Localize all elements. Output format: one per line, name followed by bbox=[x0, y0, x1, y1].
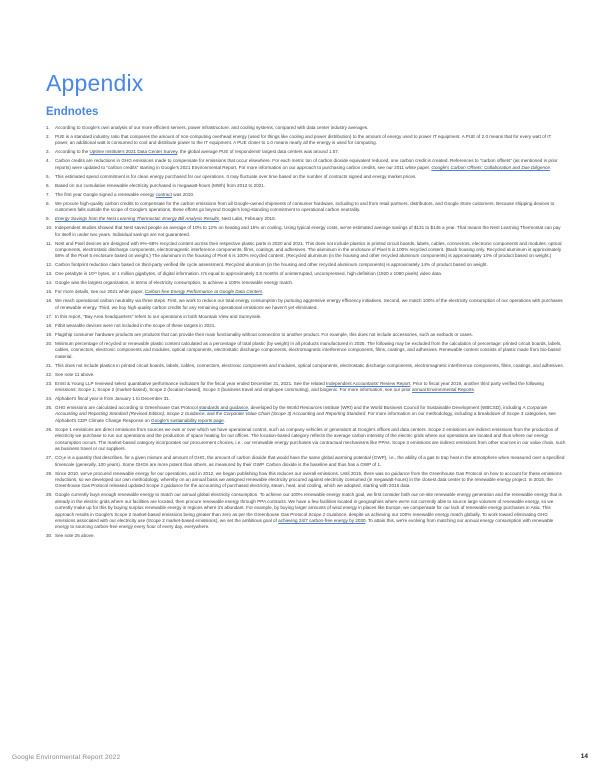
endnote-link[interactable]: Google's sustainability reports page bbox=[151, 417, 224, 423]
endnote-text bbox=[55, 381, 566, 394]
endnote-text bbox=[55, 396, 566, 402]
endnote-text bbox=[55, 158, 566, 171]
endnote-text bbox=[55, 332, 566, 338]
endnote-number: 6. bbox=[46, 182, 50, 188]
endnote-text-segment: Independent studies showed that Nest saved people an average of 10% to 12% on heating and 15% on cooling. Using typical energy costs, we've estimated average savings of $131 to $145 a year. That means the Nest Learning Thermostat can pay for itself in under two years. Individual savings are not guaranteed. bbox=[55, 225, 561, 237]
endnote-link[interactable]: annual Environmental Reports bbox=[411, 387, 474, 393]
endnote-text bbox=[55, 455, 566, 468]
endnote-text-segment: Minimum percentage of recycled or renewable plastic content calculated as a percentage of total plastic (by weight) in all products manufactured in 2025. The following may be excluded from the calculation of percentage: printed circuit boards, labels, cables, connectors, electronic components and modules, optical components, electrostatic discharge components, electromagnetic interference components, films, coatings, and adhesives. Renewable content consists of plastic made from bio-based material. bbox=[55, 340, 562, 359]
endnote-text bbox=[55, 533, 566, 539]
endnote-text-segment: . To attain this, we're evolving from matching our annual energy consumption with renewable energy to sourcing carbon-free energy every hour of every day, everywhere. bbox=[55, 517, 554, 530]
endnote-text-segment: . bbox=[223, 417, 225, 423]
endnote-item bbox=[46, 241, 566, 260]
endnote-number: 15. bbox=[46, 289, 53, 295]
endnote-number: 7. bbox=[46, 191, 50, 197]
endnote-text bbox=[55, 149, 566, 155]
endnote-number: 1. bbox=[46, 125, 50, 130]
endnote-item bbox=[46, 471, 566, 490]
endnote-text-segment: In this report, "Bay Area headquarters" refers to our operations in both Mountain View and Sunnyvale. bbox=[55, 313, 262, 319]
endnote-text bbox=[55, 363, 566, 369]
endnote-link[interactable]: Uptime Institute's 2021 Data Center Survey bbox=[89, 149, 178, 155]
endnote-number: 16. bbox=[46, 298, 53, 304]
endnote-text-segment: Ernst & Young LLP reviewed select quantitative performance indicators for the fiscal year ended December 31, 2021. See the related bbox=[55, 380, 327, 386]
endnote-item bbox=[46, 332, 566, 338]
endnote-number: 10. bbox=[46, 225, 53, 231]
endnote-text-segment: Since 2010, we've procured renewable energy for our operations, and in 2012, we began publishing how this reduces our overall emissions. Until 2015, there was no guidance from the Greenhouse Gas Protocol on how to account for these emissions reductions, so we developed our own methodology, whereby on an annual basis we assigned renewable electricity procured against electricity consumed (in megawatt-hours) in the closest data center to the renewable energy project. In 2015, the Greenhouse Gas Protocol released updated Scope 2 guidance for the accounting of purchased electricity, steam, heat, and cooling, which we adopted, starting with 2015 data. bbox=[55, 470, 562, 489]
endnote-number: 25. bbox=[46, 405, 53, 411]
endnote-item bbox=[46, 192, 566, 198]
endnote-text-segment: According to the bbox=[55, 149, 90, 155]
endnote-item bbox=[46, 134, 566, 147]
endnote-number: 28. bbox=[46, 470, 53, 476]
endnote-item bbox=[46, 289, 566, 295]
endnote-item bbox=[46, 201, 566, 214]
endnote-link[interactable]: Independent Accountants' Review Report bbox=[326, 380, 411, 386]
endnote-number: 27. bbox=[46, 455, 53, 461]
endnote-number: 11. bbox=[46, 240, 53, 246]
endnote-item bbox=[46, 280, 566, 286]
endnote-item bbox=[46, 533, 566, 539]
endnote-text-segment: GHG emissions are calculated according to Greenhouse Gas Protocol bbox=[55, 405, 200, 411]
endnote-item bbox=[46, 271, 566, 277]
endnote-item bbox=[46, 216, 566, 222]
endnote-number: 17. bbox=[46, 313, 53, 319]
endnote-text-segment: . bbox=[262, 289, 264, 295]
endnote-link[interactable]: standards and guidance bbox=[199, 405, 249, 411]
endnote-text bbox=[55, 192, 566, 198]
endnote-text-segment: , despite us achieving our 100% renewable energy match globally. To work toward eliminating GHG emissions associated with our electricity use (Scope 2 market-based emissions), we set the ambitious goal of bbox=[55, 511, 548, 523]
endnote-text-segment: CO₂e is a quantity that describes, for a given mixture and amount of GHG, the amount of carbon dioxide that would have the same global warming potential (GWP), i.e., the ability of a gas to trap heat in the atmosphere when measured over a specified timescale (generally, 100 years). Some GHGs are more potent than others, as measured by their GWP. Carbon dioxide is the baseline and thus has a GWP of 1. bbox=[55, 455, 565, 467]
endnote-text-segment: , the global average PUE of respondents' largest data centers was around 1.57. bbox=[177, 149, 340, 155]
endnote-text-segment: We procure high-quality carbon credits to compensate for the carbon emissions from all Google-owned shipments of consumer hardware, including to and from retail partners, distributors, and Google Store customers. Because shipping devices to customers falls outside the scope of Google's operations, these efforts go beyond Google's long-standing commitment to operational carbon neutrality. bbox=[55, 200, 555, 213]
endnote-text-segment: Scope 1 emissions are direct emissions from sources we own or over which we have operational control, such as company vehicles or generators at Google's offices and data centers. Scope 2 emissions are indirect emissions from the production of electricity we purchase to run our operations and the production of space heating for our offices. The location-based category reflects the average carbon intensity of the electric grids where our operations are located and thus where our energy consumption occurs. The market-based category incorporates our procurement choices, i.e., our renewable energy purchases via contractual mechanisms like PPAs. Scope 3 emissions are indirect emissions from other sources in our value chain, such as business travel or our suppliers. bbox=[55, 426, 566, 452]
endnote-text-segment: Fitbit wearable devices were not included in the scope of these targets in 2021. bbox=[55, 322, 216, 328]
page-number: 14 bbox=[580, 753, 588, 760]
endnote-number: 30. bbox=[46, 533, 53, 539]
endnote-number: 4. bbox=[46, 158, 50, 164]
endnote-text-segment: . bbox=[549, 164, 552, 170]
endnote-item bbox=[46, 455, 566, 468]
endnote-item bbox=[46, 262, 566, 268]
endnote-number: 21. bbox=[46, 362, 53, 368]
endnote-number: 29. bbox=[46, 492, 53, 498]
endnote-item bbox=[46, 396, 566, 402]
endnote-number: 14. bbox=[46, 280, 53, 286]
endnote-number: 20. bbox=[46, 340, 53, 346]
endnote-item bbox=[46, 183, 566, 189]
page-title: Appendix bbox=[46, 70, 144, 96]
endnote-text bbox=[55, 341, 566, 360]
endnote-item bbox=[46, 314, 566, 320]
endnotes-list bbox=[46, 125, 566, 542]
endnote-item bbox=[46, 149, 566, 155]
endnote-number: 3. bbox=[46, 149, 50, 155]
endnote-text-segment: This does not include plastics in printed circuit boards, labels, cables, connectors, electronic components and modules, optical components, electrostatic discharge components, electromagnetic interference components, films, coatings, and adhesives. bbox=[55, 362, 564, 368]
endnote-text-segment: , Nest Labs, February 2015. bbox=[219, 216, 276, 222]
endnote-item bbox=[46, 363, 566, 369]
endnote-text-segment: . Prior to fiscal year 2019, another third party verified the following emissions: Scope 1, Scope 2 (market-based), Scope 2 (location-based), Scope 3 (business travel and employee commuting), and biogenic. For more information, see our prior bbox=[55, 380, 544, 393]
endnote-text-segment: See note 25 above. bbox=[55, 533, 95, 539]
endnote-number: 8. bbox=[46, 200, 50, 206]
endnote-item bbox=[46, 405, 566, 424]
endnote-text-segment: Scope 2 Guidance bbox=[308, 511, 347, 517]
endnote-number: 19. bbox=[46, 331, 53, 337]
endnote-number: 18. bbox=[46, 322, 53, 328]
endnote-number: 23. bbox=[46, 380, 53, 386]
endnote-text-segment: , developed by the World Resources Institute (WRI) and the World Business Council for Sustainable Development (WBCSD), including bbox=[248, 405, 523, 411]
endnote-number: 24. bbox=[46, 396, 53, 402]
endnote-text bbox=[55, 225, 566, 238]
endnote-text-segment: Google was the largest organization, in terms of electricity consumption, to achieve a 100% renewable energy match. bbox=[55, 280, 294, 286]
endnote-text-segment: was 2010. bbox=[171, 191, 195, 197]
endnote-text bbox=[55, 174, 566, 180]
endnote-text-segment: Carbon footprint reduction claim based on third-party verified life cycle assessment. Recycled aluminum (in the housing and other recycled aluminum components) is approximately 14% of product based on weight. bbox=[55, 262, 488, 268]
endnote-text bbox=[55, 289, 566, 295]
endnote-text bbox=[55, 298, 566, 311]
endnote-text-segment: Alphabet's fiscal year is from January 1 to December 31. bbox=[55, 396, 171, 402]
endnote-item bbox=[46, 323, 566, 329]
endnote-item bbox=[46, 341, 566, 360]
endnote-text bbox=[55, 241, 566, 260]
endnote-text bbox=[55, 183, 566, 189]
endnote-number: 13. bbox=[46, 271, 53, 277]
endnote-text-segment: Based on our cumulative renewable electricity purchased in megawatt-hours (MWh) from 2012 to 2021. bbox=[55, 182, 266, 188]
endnote-text bbox=[55, 427, 566, 453]
endnote-text-segment: For more details, see our 2021 white paper, bbox=[55, 289, 145, 295]
endnote-text-segment: , and the bbox=[204, 411, 224, 417]
endnote-item bbox=[46, 225, 566, 238]
endnote-text-segment: This estimated spend commitment is for clean energy purchased for our operations. It may fluctuate over time based on the number of contracts signed and energy market prices. bbox=[55, 173, 417, 179]
endnote-text-segment: . For more information on our methodology, including a breakdown of Scope 3 categories, see Alphabet's CDP Climate Change Response on bbox=[55, 411, 556, 423]
endnote-text-segment: A Corporate Accounting and Reporting Standard (Revised Edition), Scope 2 Guidance bbox=[55, 405, 548, 417]
endnote-number: 12. bbox=[46, 262, 53, 268]
endnote-text bbox=[55, 216, 566, 222]
endnote-text bbox=[55, 134, 566, 147]
endnote-item bbox=[46, 427, 566, 453]
endnote-text-segment: Google currently buys enough renewable energy to match our annual global electricity consumption. To achieve our 100% renewable energy match goal, we first consider both our on-site renewable energy generation and the renewable energy that is already in the electric grids where our facilities are located, then procure renewable energy through PPA contracts. We have a few facilities located in geographies where we're not currently able to source large volumes of renewable energy, so we currently make up for this by buying surplus renewable energy in regions where it's abundant. For example, by buying larger amounts of wind energy in places like Europe, we compensate for our lack of renewable energy purchases in Asia. This approach results in Google's Scope 2 market-based emissions being greater than zero as per the Greenhouse Gas Protocol bbox=[55, 492, 562, 517]
endnote-text bbox=[55, 280, 566, 286]
section-heading: Endnotes bbox=[46, 106, 99, 118]
endnote-number: 5. bbox=[46, 173, 50, 179]
endnote-text bbox=[55, 271, 566, 277]
endnote-text bbox=[55, 125, 566, 131]
endnote-text-segment: The first year Google signed a renewable energy bbox=[55, 191, 156, 197]
endnote-text-segment: PUE is a standard industry ratio that compares the amount of non-computing overhead energy (used for things like cooling and power distribution) to the amount of energy used to power IT equipment. A PUE of 2.0 means that for every watt of IT power, an additional watt is consumed to cool and distribute power to the IT equipment. A PUE closer to 1.0 means nearly all the energy is used for computing. bbox=[55, 134, 552, 146]
endnote-text-segment: See note 11 above. bbox=[55, 371, 95, 377]
endnote-number: 2. bbox=[46, 134, 50, 139]
endnote-number: 9. bbox=[46, 216, 50, 222]
footer-report-name: Google Environmental Report 2022 bbox=[12, 754, 121, 761]
endnote-text-segment: Carbon credits are reductions in GHG emissions made to compensate for emissions that occur elsewhere. For each metric ton of carbon dioxide equivalent reduced, one carbon credit is created. References to "carbon offsets" (as mentioned in prior reports) were updated to "carbon credits" starting in Google's 2021 Environmental Report. For more information on our approach to purchasing carbon credits, see our 2011 white paper, bbox=[55, 158, 558, 170]
endnote-link[interactable]: achieving 24/7 carbon-free energy by 2030 bbox=[278, 517, 366, 523]
endnote-text bbox=[55, 471, 566, 490]
endnote-text bbox=[55, 323, 566, 329]
endnote-link[interactable]: contract bbox=[155, 191, 172, 197]
endnote-link[interactable]: Google's Carbon Offsets: Collaboration and Due Diligence bbox=[431, 164, 550, 170]
endnote-text bbox=[55, 314, 566, 320]
endnote-number: 22. bbox=[46, 371, 53, 377]
endnote-text-segment: Corporate Value Chain (Scope 3) Accounting and Reporting Standard bbox=[223, 411, 366, 417]
endnote-item bbox=[46, 298, 566, 311]
endnote-text-segment: We reach operational carbon neutrality via three steps. First, we work to reduce our total energy consumption by pursuing aggressive energy efficiency initiatives. Second, we match 100% of the electricity consumption of our operations with purchases of renewable energy. Third, we buy high-quality carbon credits for any remaining operational emissions we haven't yet eliminated. bbox=[55, 298, 563, 310]
endnote-item bbox=[46, 125, 566, 131]
endnote-item bbox=[46, 492, 566, 530]
endnote-text-segment: Nest and Pixel devices are designed with 9%–68% recycled content across their respective plastic parts in 2020 and 2021. This does not include plastics in printed circuit boards, labels, cables, connectors, electronic components and modules, optical components, electrostatic discharge components, electromagnetic interference components, films, coatings, and adhesives. The aluminum in the enclosure of Pixel 5 is 100% recycled content. (Back housing only. Recycled aluminum is approximately 58% of the Pixel 5 enclosure based on weight.) The aluminum in the housing of Pixel 6 is 100% recycled content. (Recycled aluminum (in the housing and other recycled aluminum components) is approximately 14% of product based on weight.) bbox=[55, 240, 562, 259]
endnote-text bbox=[55, 201, 566, 214]
endnote-text bbox=[55, 492, 566, 530]
endnote-link[interactable]: Carbon-free Energy Performance at Google Data Centers bbox=[144, 289, 263, 295]
endnote-text-segment: . bbox=[473, 387, 476, 393]
endnote-text bbox=[55, 372, 566, 378]
endnote-text-segment: Flagship consumer hardware products are products that can provide their main functionality without connection to another product. For example, this does not include accessories, such as earbuds or cases. bbox=[55, 331, 473, 337]
endnote-number: 26. bbox=[46, 426, 53, 432]
endnote-text bbox=[55, 405, 566, 424]
endnote-text bbox=[55, 262, 566, 268]
endnote-item bbox=[46, 158, 566, 171]
endnote-text-segment: One petabyte is 10¹⁵ bytes, or 1 million gigabytes, of digital information. It's equal to approximately 3.5 months of uninterrupted, uncompressed, high-definition (1920 x 1080 pixels) video data. bbox=[55, 271, 443, 277]
endnote-item bbox=[46, 174, 566, 180]
endnote-link[interactable]: Energy Savings from the Nest Learning Thermostat: Energy Bill Analysis Results bbox=[55, 216, 219, 222]
endnote-item bbox=[46, 381, 566, 394]
endnote-text-segment: According to Google's own analysis of our more efficient servers, power infrastructure, and cooling systems, compared with data center industry averages. bbox=[55, 125, 369, 130]
endnote-item bbox=[46, 372, 566, 378]
